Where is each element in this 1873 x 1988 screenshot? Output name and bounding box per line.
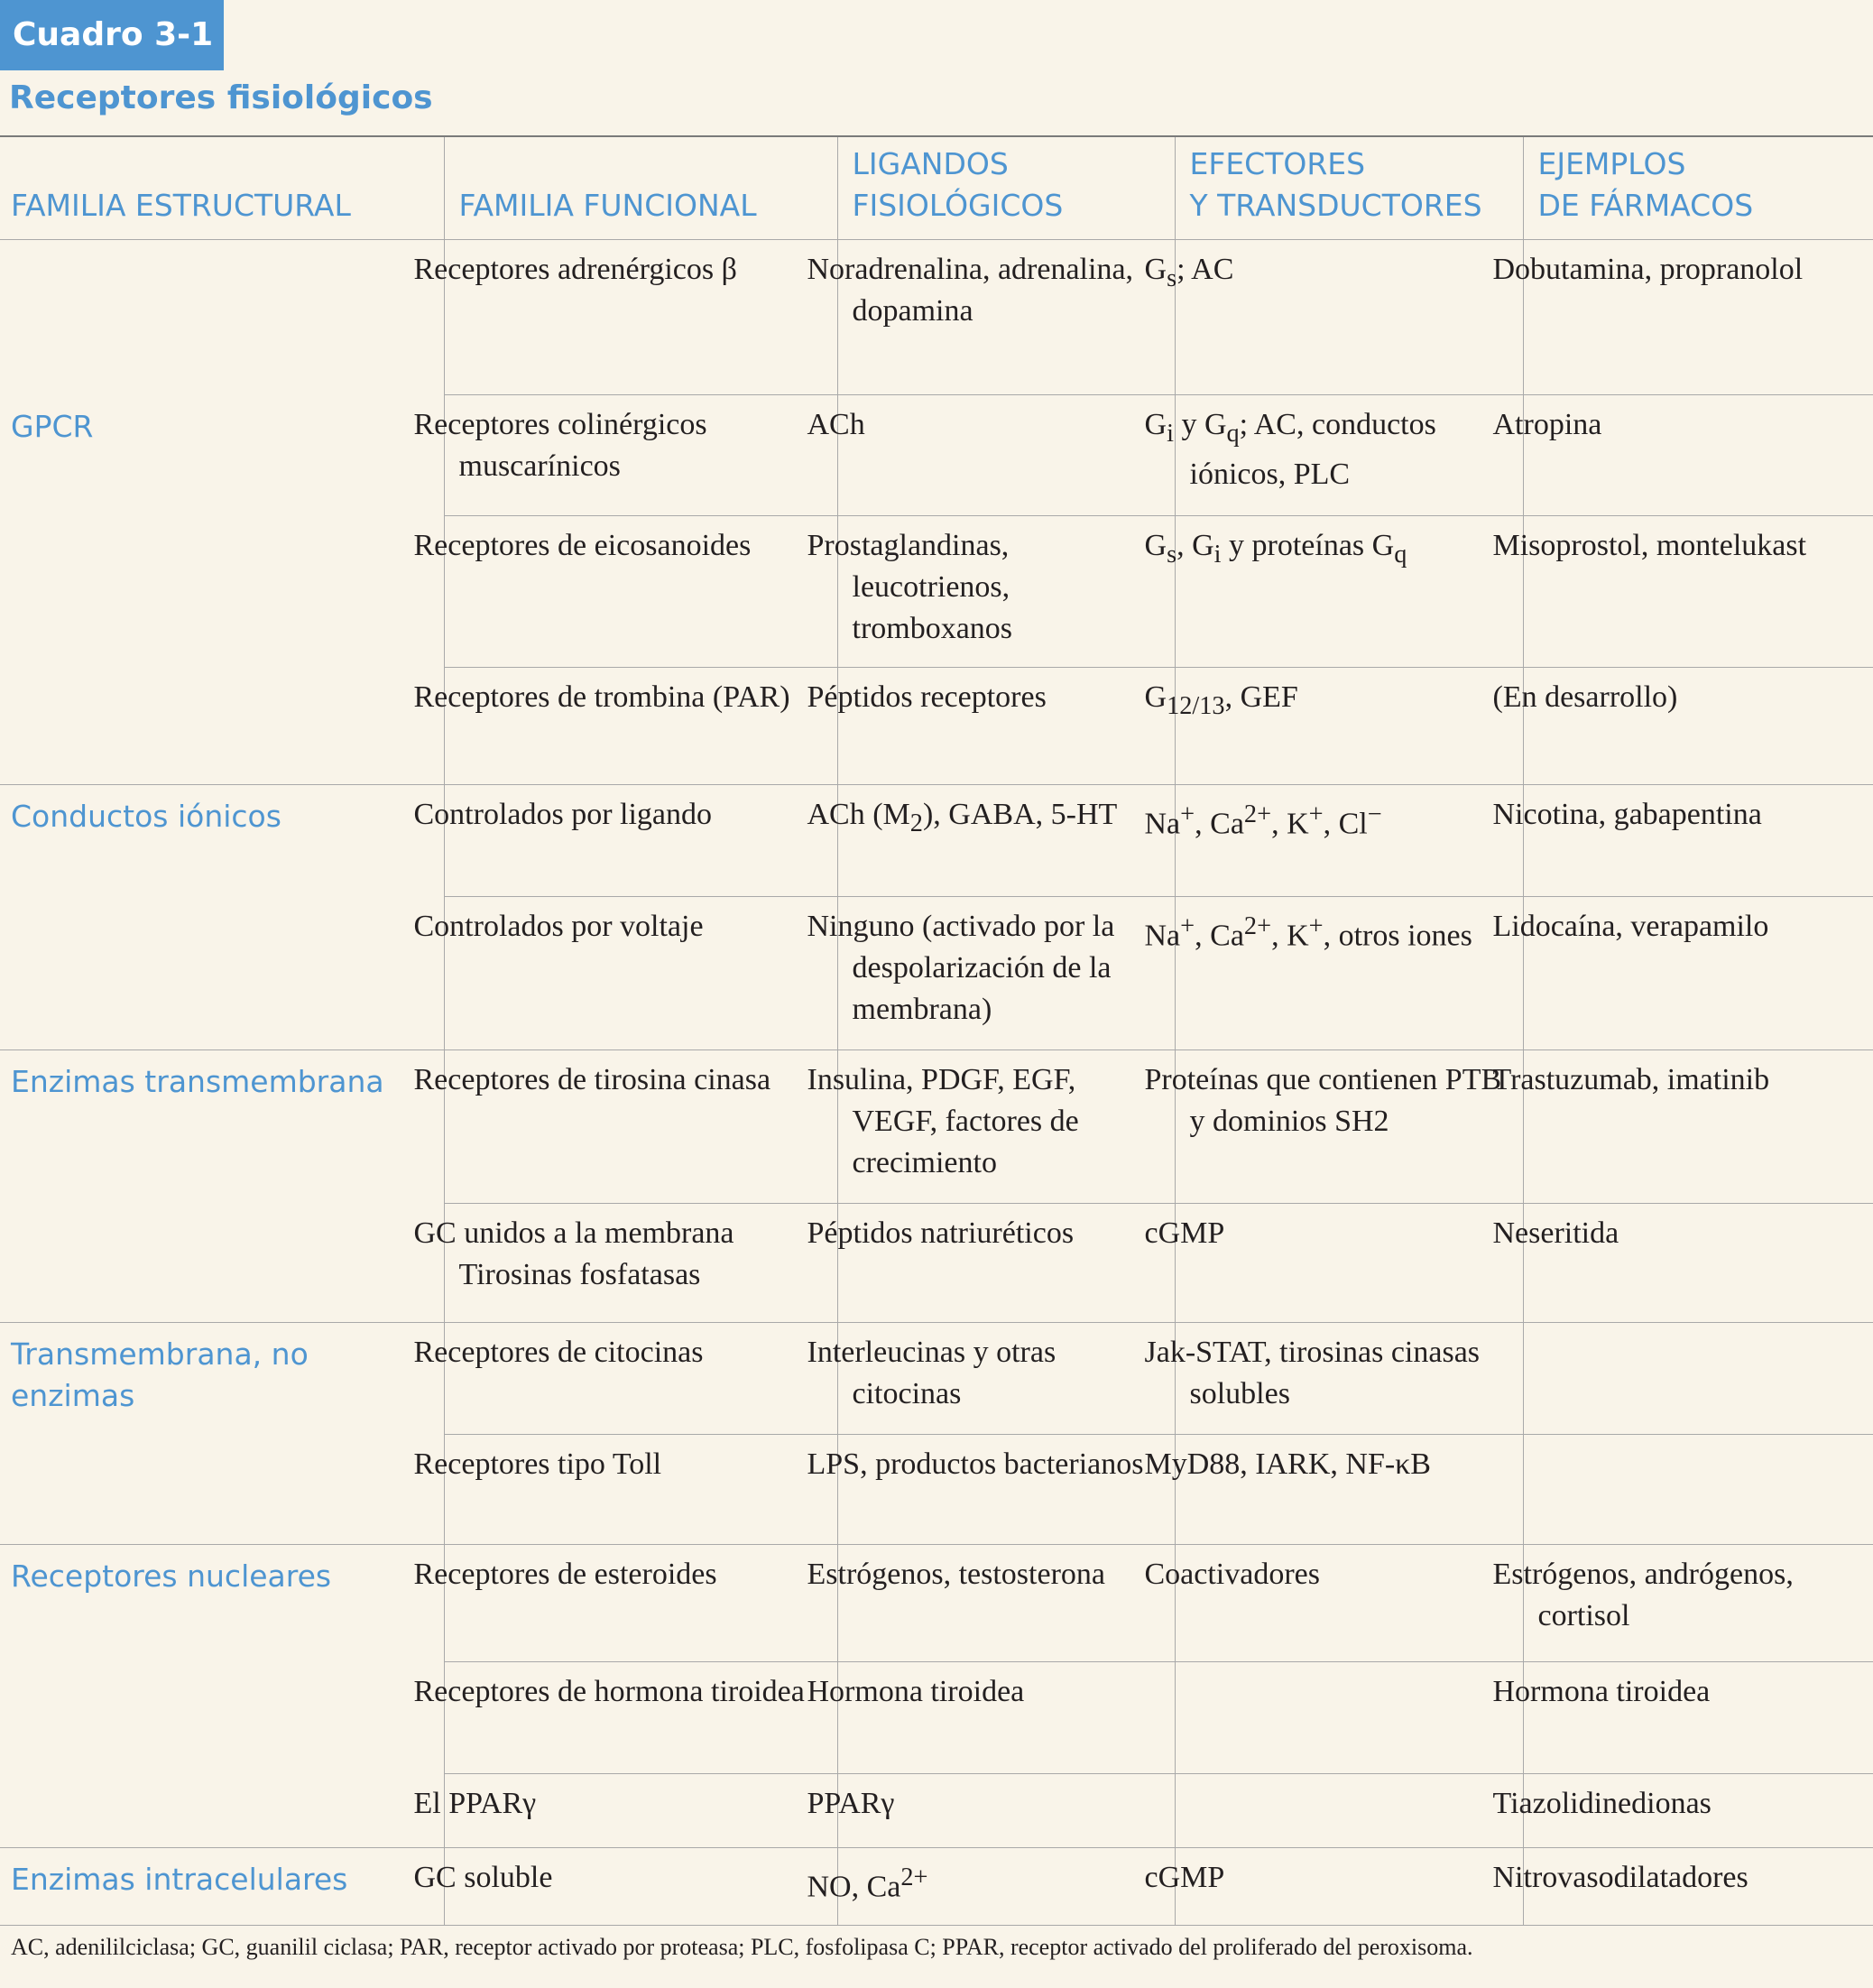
table-row: [0, 1049, 1873, 1203]
family-cell-nuclear-receptors: Receptores nucleares: [0, 1544, 444, 1847]
family-cell-intracellular-enzymes: Enzimas intracelulares: [0, 1847, 444, 1925]
drugs-cell: [1523, 1434, 1873, 1544]
functional-cell: Receptores de eicosanoides: [444, 515, 837, 667]
family-cell-transmembrane-enzymes: Enzimas transmembrana: [0, 1049, 444, 1322]
drugs-cell: Tiazolidinedionas: [1523, 1773, 1873, 1847]
drugs-cell: Hormona tiroidea: [1523, 1661, 1873, 1773]
ligands-cell: Hormona tiroidea: [837, 1661, 1175, 1773]
functional-cell: Controlados por voltaje: [444, 896, 837, 1049]
functional-cell: GC unidos a la membrana Tirosinas fosfatasas: [444, 1203, 837, 1322]
table-row: [0, 1544, 1873, 1661]
ligands-cell: Interleucinas y otras citocinas: [837, 1322, 1175, 1434]
receptors-table: [0, 135, 1873, 1926]
ligands-cell: Insulina, PDGF, EGF, VEGF, factores de crecimiento: [837, 1049, 1175, 1203]
ligands-cell: Noradrenalina, adrenalina, dopamina: [837, 239, 1175, 394]
effectors-cell: Na+, $Ca^{2+}$, K+, Cl−: [1175, 784, 1523, 896]
drugs-cell: (En desarrollo): [1523, 667, 1873, 784]
table-header-row: [0, 136, 1873, 239]
ligands-cell: Prostaglandinas, leucotrienos, tromboxanos: [837, 515, 1175, 667]
header-effectors: EFECTORES Y TRANSDUCTORES: [1175, 136, 1523, 239]
family-cell-transmembrane-non-enzymes: Transmembrana, no enzimas: [0, 1322, 444, 1544]
functional-cell: Receptores tipo Toll: [444, 1434, 837, 1544]
functional-cell: Receptores de hormona tiroidea: [444, 1661, 837, 1773]
ligands-cell: Estrógenos, testosterona: [837, 1544, 1175, 1661]
header-ligands: LIGANDOS FISIOLÓGICOS: [837, 136, 1175, 239]
functional-cell: Receptores colinérgicos muscarínicos: [444, 394, 837, 515]
drugs-cell: Neseritida: [1523, 1203, 1873, 1322]
family-cell-ion-channels: Conductos iónicos: [0, 784, 444, 1049]
table-row: [0, 239, 1873, 394]
drugs-cell: Nitrovasodilatadores: [1523, 1847, 1873, 1925]
ligands-cell: Péptidos natriuréticos: [837, 1203, 1175, 1322]
effectors-cell: Na+, $Ca^{2+}$, K+, otros iones: [1175, 896, 1523, 1049]
effectors-cell: [1175, 1661, 1523, 1773]
effectors-cell: $G_s$, $G_i$ y proteínas $G_q$: [1175, 515, 1523, 667]
functional-cell: El PPARγ: [444, 1773, 837, 1847]
ligands-cell: LPS, productos bacterianos: [837, 1434, 1175, 1544]
table-row: [0, 784, 1873, 896]
ligands-cell: PPARγ: [837, 1773, 1175, 1847]
header-functional-family: FAMILIA FUNCIONAL: [444, 136, 837, 239]
functional-cell: Controlados por ligando: [444, 784, 837, 896]
drugs-cell: Dobutamina, propranolol: [1523, 239, 1873, 394]
functional-cell: Receptores de trombina (PAR): [444, 667, 837, 784]
effectors-cell: cGMP: [1175, 1203, 1523, 1322]
drugs-cell: Atropina: [1523, 394, 1873, 515]
drugs-cell: Lidocaína, verapamilo: [1523, 896, 1873, 1049]
effectors-cell: MyD88, IARK, NF-κB: [1175, 1434, 1523, 1544]
family-cell-gpcr: GPCR: [0, 239, 444, 784]
header-drug-examples: EJEMPLOS DE FÁRMACOS: [1523, 136, 1873, 239]
functional-cell: Receptores de tirosina cinasa: [444, 1049, 837, 1203]
functional-cell: Receptores de citocinas: [444, 1322, 837, 1434]
ligands-cell: ACh $(M_2)$, GABA, 5-HT: [837, 784, 1175, 896]
table-title: Receptores fisiológicos: [9, 79, 433, 116]
drugs-cell: Trastuzumab, imatinib: [1523, 1049, 1873, 1203]
effectors-cell: $G_s$; AC: [1175, 239, 1523, 394]
ligands-cell: ACh: [837, 394, 1175, 515]
effectors-cell: cGMP: [1175, 1847, 1523, 1925]
table-row: [0, 1322, 1873, 1434]
drugs-cell: Misoprostol, montelukast: [1523, 515, 1873, 667]
ligands-cell: Ninguno (activado por la despolarización de la membrana): [837, 896, 1175, 1049]
drugs-cell: [1523, 1322, 1873, 1434]
effectors-cell: Coactivadores: [1175, 1544, 1523, 1661]
effectors-cell: Jak-STAT, tirosinas cinasas solubles: [1175, 1322, 1523, 1434]
effectors-cell: Proteínas que contienen PTB y dominios SH2: [1175, 1049, 1523, 1203]
ligands-cell: Péptidos receptores: [837, 667, 1175, 784]
drugs-cell: Estrógenos, andrógenos, cortisol: [1523, 1544, 1873, 1661]
effectors-cell: $G_i$ y $G_q$; AC, conductos iónicos, PLC: [1175, 394, 1523, 515]
effectors-cell: [1175, 1773, 1523, 1847]
functional-cell: Receptores de esteroides: [444, 1544, 837, 1661]
effectors-cell: $G_{12/13}$, GEF: [1175, 667, 1523, 784]
header-structural-family: FAMILIA ESTRUCTURAL: [0, 136, 444, 239]
functional-cell: GC soluble: [444, 1847, 837, 1925]
table-number-badge: Cuadro 3-1: [0, 0, 224, 70]
table-footnote: AC, adenililciclasa; GC, guanilil ciclasa; PAR, receptor activado por proteasa; PLC, fosfolipasa C; PPAR, receptor activado del proliferado del peroxisoma.: [11, 1934, 1473, 1960]
ligands-cell: NO, $Ca^{2+}$: [837, 1847, 1175, 1925]
drugs-cell: Nicotina, gabapentina: [1523, 784, 1873, 896]
table-row: [0, 1847, 1873, 1925]
functional-cell: Receptores adrenérgicos β: [444, 239, 837, 394]
